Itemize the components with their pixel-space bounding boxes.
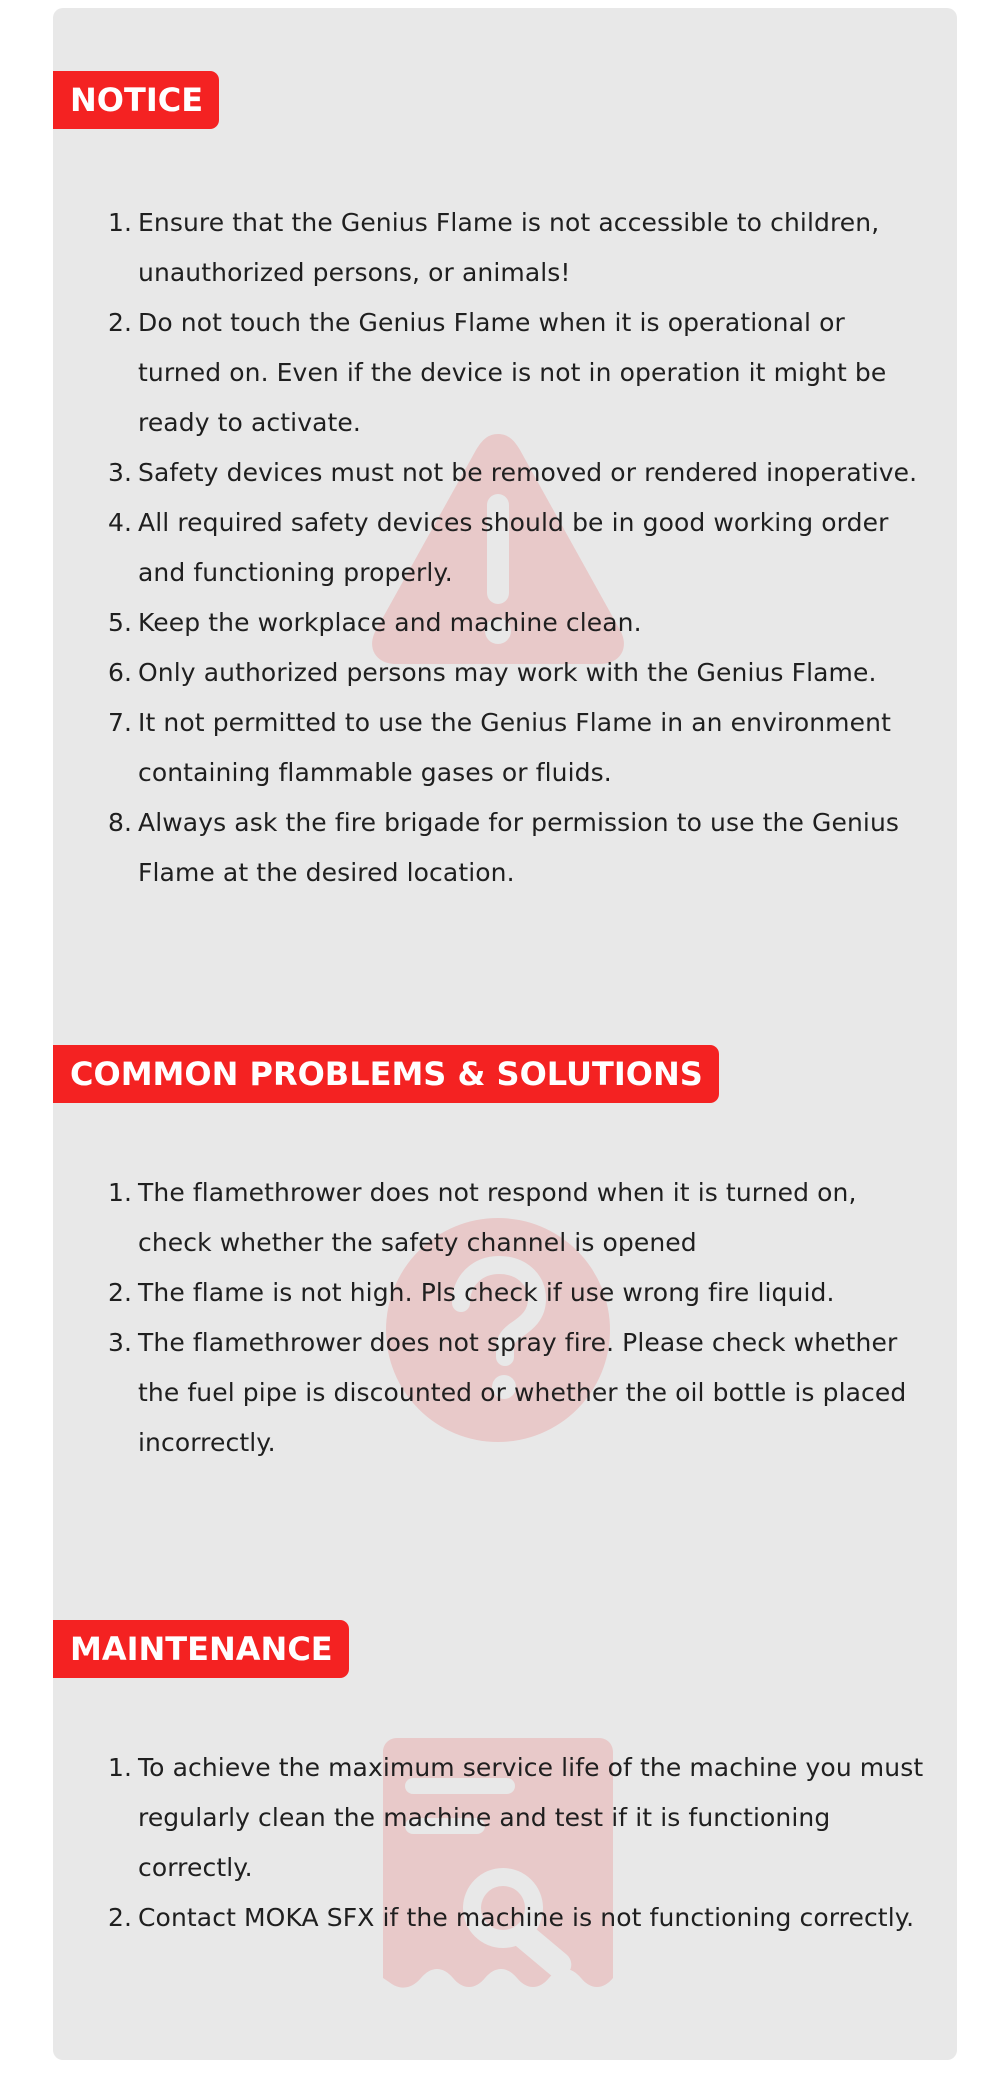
- list-item: 2. Do not touch the Genius Flame when it is operational or turned on. Even if the device is not in operation it might be ready to activate.: [108, 308, 887, 437]
- notice-heading: NOTICE: [53, 71, 219, 129]
- list-item: 1. Ensure that the Genius Flame is not accessible to children, unauthorized persons, or animals!: [108, 208, 880, 287]
- list-item: 8. Always ask the fire brigade for permission to use the Genius Flame at the desired location.: [108, 808, 900, 887]
- list-item: 2. Contact MOKA SFX if the machine is not functioning correctly.: [108, 1903, 915, 1932]
- list-item: 3. The flamethrower does not spray fire. Please check whether the fuel pipe is discounted or whether the oil bottle is placed incorrectly.: [108, 1328, 907, 1457]
- list-item: 2. The flame is not high. Pls check if use wrong fire liquid.: [108, 1278, 835, 1307]
- list-item: 3. Safety devices must not be removed or rendered inoperative.: [108, 458, 918, 487]
- list-item: 4. All required safety devices should be in good working order and functioning properly.: [108, 508, 889, 587]
- list-item: 5. Keep the workplace and machine clean.: [108, 608, 642, 637]
- problems-list: [108, 1168, 928, 1468]
- maintenance-list: [108, 1743, 928, 1943]
- notice-section: [53, 71, 957, 971]
- list-item: 1. To achieve the maximum service life of the machine you must regularly clean the machine and test if it is functioning correctly.: [108, 1753, 924, 1882]
- content-card: [53, 8, 957, 2060]
- maintenance-section: [53, 1620, 957, 2040]
- problems-heading: COMMON PROBLEMS & SOLUTIONS: [53, 1045, 719, 1103]
- list-item: 7. It not permitted to use the Genius Flame in an environment containing flammable gases or fluids.: [108, 708, 891, 787]
- list-item: 1. The flamethrower does not respond when it is turned on, check whether the safety channel is opened: [108, 1178, 857, 1257]
- problems-section: [53, 1045, 957, 1525]
- maintenance-heading: MAINTENANCE: [53, 1620, 349, 1678]
- notice-list: [108, 198, 928, 898]
- list-item: 6. Only authorized persons may work with the Genius Flame.: [108, 658, 877, 687]
